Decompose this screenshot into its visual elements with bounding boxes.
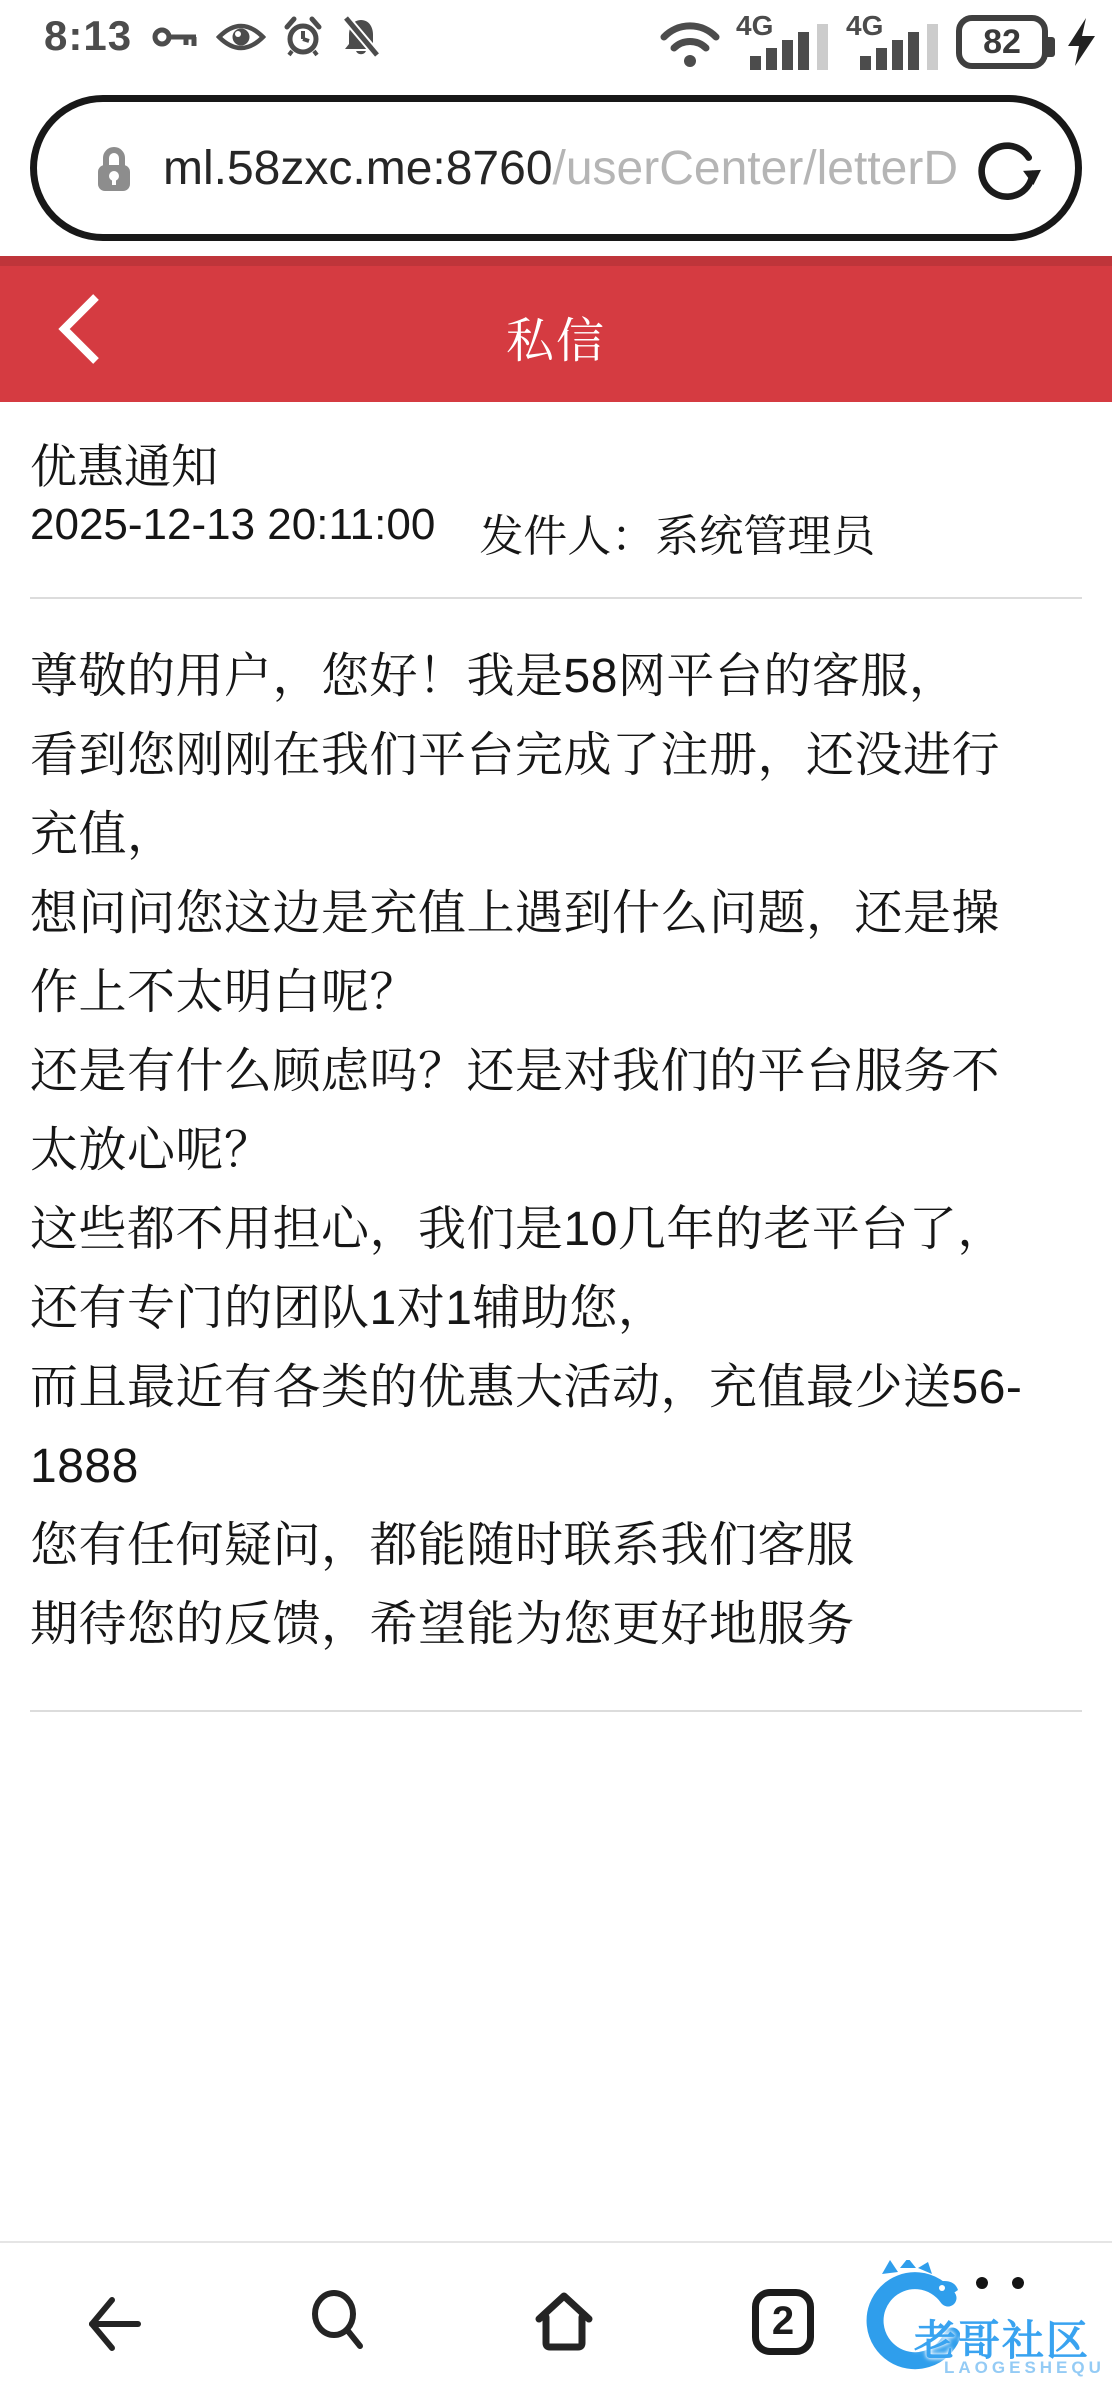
key-icon <box>152 22 200 52</box>
watermark-subtitle: LAOGESHEQU <box>944 2358 1105 2377</box>
refresh-icon[interactable] <box>973 134 1041 202</box>
battery-icon <box>956 15 1048 69</box>
eye-icon <box>216 21 266 53</box>
message-sender: 发件人：系统管理员 <box>479 512 876 561</box>
address-bar[interactable] <box>30 95 1082 241</box>
browser-chrome <box>0 82 1112 256</box>
page-title: 私信 <box>505 315 606 368</box>
message-title: 优惠通知 <box>30 440 218 493</box>
battery-level: 82 <box>983 22 1021 61</box>
message-line: 1888 <box>30 1440 139 1493</box>
message-line: 还有专门的团队1对1辅助您， <box>30 1282 667 1335</box>
wifi-icon <box>658 15 722 69</box>
url-host: ml.58zxc.me:8760 <box>163 141 553 195</box>
message-line: 还是有什么顾虑吗？还是对我们的平台服务不 <box>30 1045 1001 1098</box>
page-header <box>0 256 1112 402</box>
system-status-icons <box>658 10 1096 74</box>
signal-4g-icon <box>846 12 942 72</box>
message-line: 太放心呢？ <box>30 1124 273 1177</box>
message-meta <box>30 500 875 564</box>
divider <box>30 1710 1082 1712</box>
message-line: 尊敬的用户，您好！我是58网平台的客服， <box>30 650 958 703</box>
signal-4g-icon <box>736 12 832 72</box>
url-text <box>163 141 958 196</box>
message-line: 这些都不用担心，我们是10几年的老平台了， <box>30 1203 1006 1256</box>
message-datetime: 2025-12-13 20:11:00 <box>30 500 436 549</box>
message-line: 看到您刚刚在我们平台完成了注册，还没进行 <box>30 729 1001 782</box>
message-line: 想问问您这边是充值上遇到什么问题，还是操 <box>30 887 1001 940</box>
battery-terminal <box>1047 37 1055 57</box>
message-line: 您有任何疑问，都能随时联系我们客服 <box>30 1519 855 1572</box>
bell-muted-icon <box>340 16 382 58</box>
lock-icon <box>93 142 135 194</box>
network-type-label: 4G <box>736 10 774 41</box>
community-watermark <box>856 2256 1106 2386</box>
search-icon[interactable] <box>306 2288 370 2356</box>
home-icon[interactable] <box>531 2289 597 2355</box>
divider <box>30 597 1082 599</box>
message-line: 而且最近有各类的优惠大活动，充值最少送56- <box>30 1361 1023 1414</box>
charging-bolt-icon <box>1068 18 1096 66</box>
url-path: /userCenter/letterD <box>552 141 959 195</box>
tab-count: 2 <box>771 2299 795 2343</box>
browser-toolbar <box>0 2241 1112 2400</box>
message-line: 作上不太明白呢？ <box>30 966 419 1019</box>
status-bar <box>0 0 1112 82</box>
notification-icons <box>152 16 382 58</box>
message-line: 充值， <box>30 808 176 861</box>
network-type-label: 4G <box>846 10 884 41</box>
watermark-title: 老哥社区 <box>914 2317 1091 2364</box>
back-arrow-icon[interactable] <box>82 2290 146 2354</box>
message-line: 期待您的反馈，希望能为您更好地服务 <box>30 1598 855 1651</box>
clock: 8:13 <box>44 12 133 59</box>
message-body <box>30 637 1102 1664</box>
alarm-icon <box>282 16 324 58</box>
tabs-icon[interactable] <box>752 2289 814 2355</box>
